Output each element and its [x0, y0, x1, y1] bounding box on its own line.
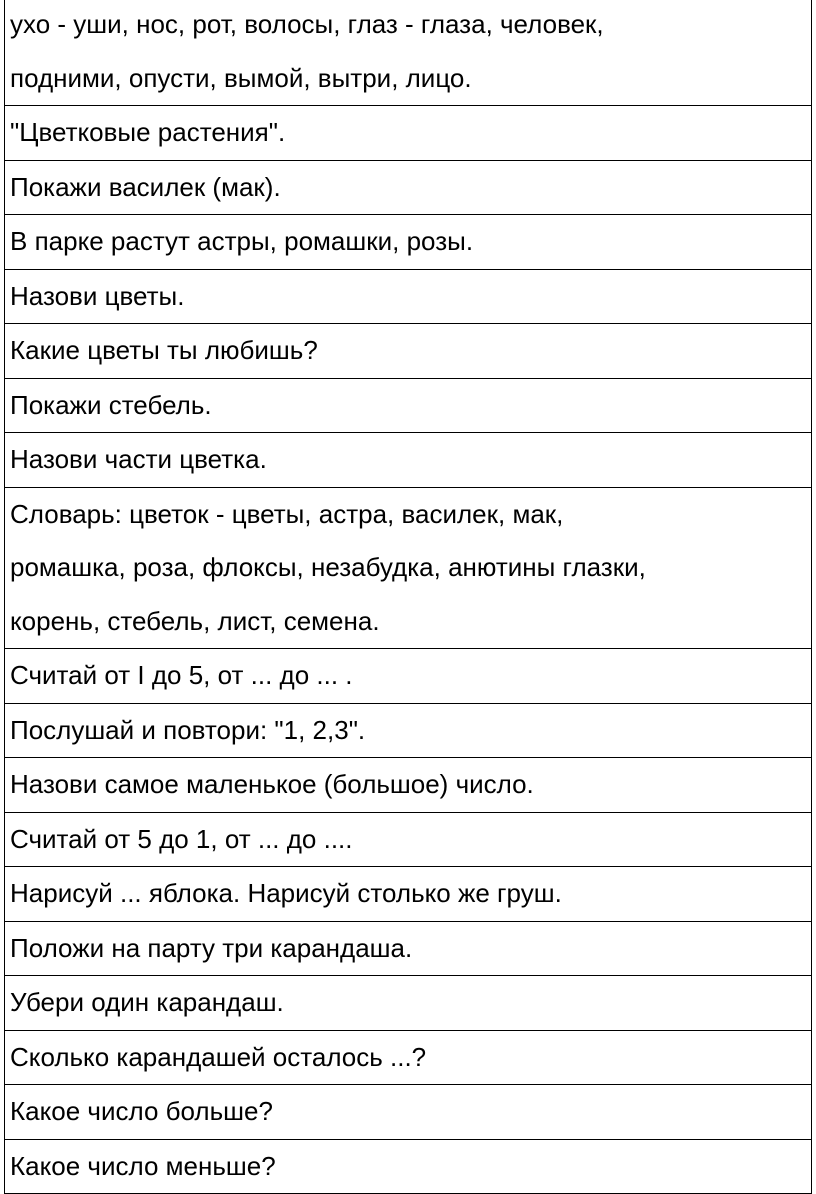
table-cell	[5, 812, 812, 867]
table-row	[5, 269, 812, 324]
cell-text: Нарисуй ... яблока. Нарисуй столько же груш.	[10, 878, 562, 908]
table-row	[5, 324, 812, 379]
exercise-table	[4, 0, 812, 1194]
cell-text: Считай от I до 5, от ... до ... .	[10, 660, 353, 690]
table-row	[5, 1030, 812, 1085]
table-cell	[5, 378, 812, 433]
cell-text: Считай от 5 до 1, от ... до ....	[10, 823, 353, 854]
table-row	[5, 649, 812, 704]
table-cell	[5, 487, 812, 649]
cell-text: "Цветковые растения".	[10, 117, 286, 147]
table-cell	[5, 976, 812, 1031]
table-row	[5, 1139, 812, 1194]
table-row	[5, 703, 812, 758]
cell-text: Назови части цветка.	[10, 444, 267, 474]
table-row	[5, 378, 812, 433]
table-cell	[5, 703, 812, 758]
table-cell	[5, 269, 812, 324]
table-row	[5, 487, 812, 649]
table-row	[5, 433, 812, 488]
table-row	[5, 867, 812, 922]
table-cell	[5, 921, 812, 976]
cell-text: Назови цветы.	[10, 280, 185, 311]
table-cell	[5, 106, 812, 161]
table-row	[5, 1085, 812, 1140]
table-cell	[5, 758, 812, 813]
cell-text: Словарь: цветок - цветы, астра, василек, мак,	[10, 498, 564, 529]
table-row	[5, 976, 812, 1031]
cell-text: Назови самое маленькое (большое) число.	[10, 769, 534, 799]
table-row	[5, 160, 812, 215]
cell-text: Послушай и повтори: "1, 2,3".	[10, 714, 366, 745]
table-cell	[5, 1085, 812, 1140]
cell-text: Покажи стебель.	[10, 389, 212, 420]
table-cell	[5, 649, 812, 704]
cell-text: корень, стебель, лист, семена.	[10, 605, 380, 636]
table-cell	[5, 867, 812, 922]
table-cell	[5, 433, 812, 488]
cell-text: ромашка, роза, флоксы, незабудка, анютины глазки,	[10, 552, 646, 582]
cell-text: В парке растут астры, ромашки, розы.	[10, 226, 474, 256]
table-cell	[5, 1030, 812, 1085]
table-row	[5, 921, 812, 976]
table-row	[5, 106, 812, 161]
table-cell	[5, 0, 812, 106]
table-cell	[5, 324, 812, 379]
table-cell	[5, 160, 812, 215]
cell-text: подними, опусти, вымой, вытри, лицо.	[10, 62, 472, 93]
table-row	[5, 215, 812, 270]
table-row	[5, 812, 812, 867]
table-row	[5, 758, 812, 813]
cell-text: Положи на парту три карандаша.	[10, 932, 413, 963]
table-cell	[5, 215, 812, 270]
table-row	[5, 0, 812, 106]
cell-text: Какие цветы ты любишь?	[10, 335, 318, 365]
cell-text: ухо - уши, нос, рот, волосы, глаз - глаза, человек,	[10, 9, 604, 39]
cell-text: Покажи василек (мак).	[10, 171, 281, 202]
table-cell	[5, 1139, 812, 1194]
cell-text: Какое число больше?	[10, 1096, 273, 1126]
cell-text: Какое число меньше?	[10, 1150, 276, 1181]
cell-text: Сколько карандашей осталось ...?	[10, 1041, 427, 1072]
cell-text: Убери один карандаш.	[10, 987, 284, 1017]
